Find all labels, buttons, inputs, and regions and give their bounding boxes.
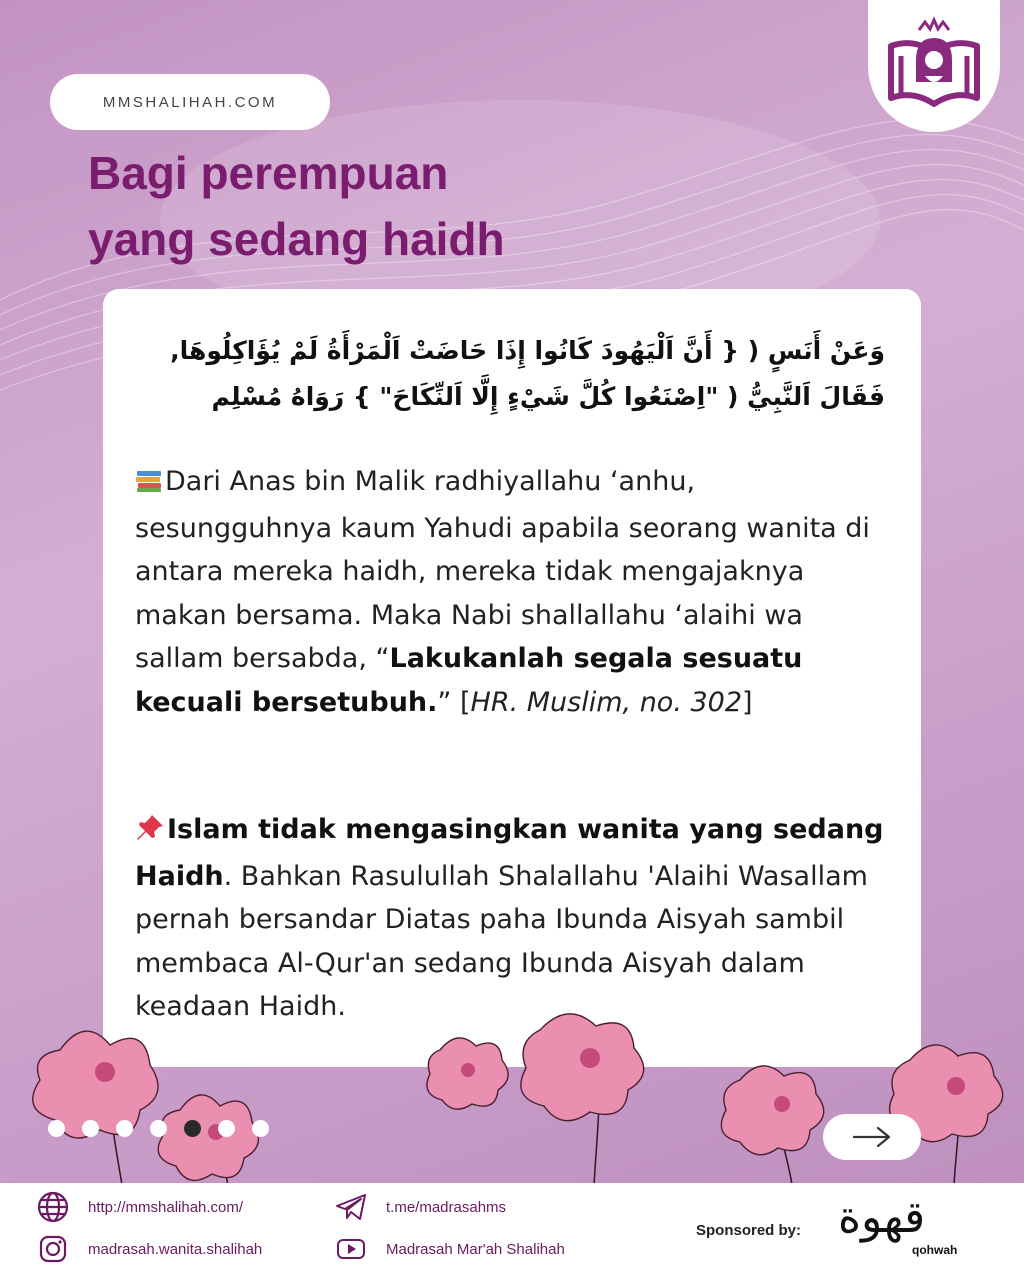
sponsor-logo-text: qohwah xyxy=(912,1243,958,1257)
next-slide-button[interactable] xyxy=(823,1114,921,1160)
explanation-text: . Bahkan Rasulullah Shalallahu 'Alaihi Wasallam pernah bersandar Diatas paha Ibunda Aisyah sambil membaca Al-Qur'an sedang Ibunda Aisyah dalam keadaan Haidh. xyxy=(135,860,868,1022)
carousel-dot[interactable] xyxy=(184,1120,201,1137)
title-line-1: Bagi perempuan xyxy=(88,147,449,199)
carousel-dot[interactable] xyxy=(116,1120,133,1137)
hadith-reference: HR. Muslim, no. 302 xyxy=(470,686,743,718)
arabic-hadith xyxy=(135,328,885,420)
carousel-dot[interactable] xyxy=(150,1120,167,1137)
page-title xyxy=(88,140,608,272)
hadith-quote-bold: Lakukanlah segala sesuatu kecuali bersetubuh. xyxy=(135,643,803,718)
carousel-dots xyxy=(48,1120,269,1137)
telegram-icon xyxy=(334,1190,368,1224)
footer-telegram-text: t.me/madrasahms xyxy=(386,1198,507,1216)
books-icon xyxy=(135,463,163,507)
explanation-paragraph xyxy=(135,808,895,1029)
footer-instagram-text: madrasah.wanita.shalihah xyxy=(88,1240,263,1258)
sponsored-by-label: Sponsored by: xyxy=(696,1222,802,1239)
footer-telegram-link[interactable] xyxy=(334,1190,506,1224)
logo-badge xyxy=(868,0,1000,132)
arabic-line-1: وَعَنْ أَنَسٍ ( { أَنَّ اَلْيَهُودَ كَانُوا إِذَا حَاضَتْ اَلْمَرْأَةُ لَمْ يُؤَاكِلُوهَا, xyxy=(170,336,885,365)
footer-youtube-link[interactable] xyxy=(334,1232,565,1266)
carousel-dot[interactable] xyxy=(218,1120,235,1137)
madrasah-book-crown-icon xyxy=(879,16,989,116)
carousel-dot[interactable] xyxy=(48,1120,65,1137)
carousel-dot[interactable] xyxy=(82,1120,99,1137)
explanation-bold: Islam tidak mengasingkan wanita yang sedang Haidh xyxy=(135,814,884,892)
arabic-line-2: فَقَالَ اَلنَّبِيُّ ( "اِصْنَعُوا كُلَّ شَيْءٍ إِلَّا اَلنِّكَاحَ" } رَوَاهُ مُسْلِم xyxy=(211,382,885,411)
website-pill[interactable] xyxy=(50,74,330,130)
footer-website-link[interactable] xyxy=(36,1190,243,1224)
youtube-icon xyxy=(334,1232,368,1266)
title-line-2: yang sedang haidh xyxy=(88,213,505,265)
website-pill-label: MMSHALIHAH.COM xyxy=(102,93,278,111)
translation-text: Dari Anas bin Malik radhiyallahu ‘anhu, sesungguhnya kaum Yahudi apabila seorang wanita di antara mereka haidh, mereka tidak mengajaknya makan bersama. Maka Nabi shallallahu ‘alaihi wa sallam bersabda, “ xyxy=(135,466,870,674)
reference-close: ] xyxy=(742,686,753,718)
pushpin-icon xyxy=(135,811,165,855)
instagram-icon xyxy=(36,1232,70,1266)
quote-close: ” [ xyxy=(437,686,471,718)
globe-icon xyxy=(36,1190,70,1224)
footer-instagram-link[interactable] xyxy=(36,1232,262,1266)
sponsor-logo-arabic: قهوة xyxy=(838,1192,926,1243)
footer-youtube-text: Madrasah Mar'ah Shalihah xyxy=(386,1240,565,1258)
footer-website-text: http://mmshalihah.com/ xyxy=(88,1198,244,1216)
carousel-dot[interactable] xyxy=(252,1120,269,1137)
translation-paragraph xyxy=(135,460,895,724)
arrow-right-icon xyxy=(850,1125,894,1149)
